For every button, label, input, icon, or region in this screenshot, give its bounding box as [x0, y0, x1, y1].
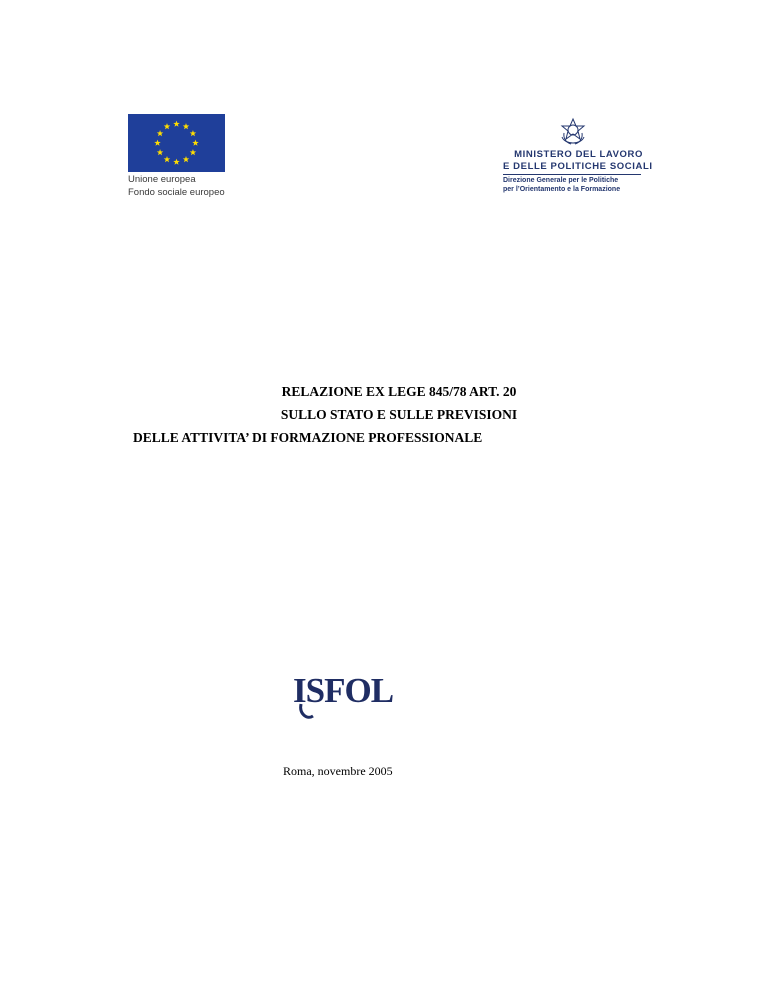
- eu-logo: [128, 114, 228, 198]
- eu-flag-icon: [128, 114, 225, 172]
- italian-republic-emblem-icon: [559, 117, 587, 147]
- isfol-logo: [291, 668, 401, 726]
- ministry-name-line2: E DELLE POLITICHE SOCIALI: [503, 161, 653, 172]
- title-line-3: DELLE ATTIVITA’ DI FORMAZIONE PROFESSIONALE: [133, 430, 483, 445]
- ministry-logo: [503, 117, 653, 194]
- place-and-date: Roma, novembre 2005: [283, 764, 393, 778]
- eu-caption-line2: Fondo sociale europeo: [128, 187, 225, 198]
- eu-caption-line1: Unione europea: [128, 174, 196, 185]
- isfol-logo-text: ISFOL: [293, 671, 394, 710]
- title-line-1: RELAZIONE EX LEGE 845/78 ART. 20: [281, 384, 517, 399]
- ministry-divider: [503, 174, 641, 175]
- ministry-name-line1: MINISTERO DEL LAVORO: [514, 149, 643, 160]
- document-title: [0, 380, 768, 449]
- ministry-department-line2: per l’Orientamento e la Formazione: [503, 185, 621, 193]
- ministry-department-line1: Direzione Generale per le Politiche: [503, 177, 619, 184]
- title-line-2: SULLO STATO E SULLE PREVISIONI: [280, 407, 518, 422]
